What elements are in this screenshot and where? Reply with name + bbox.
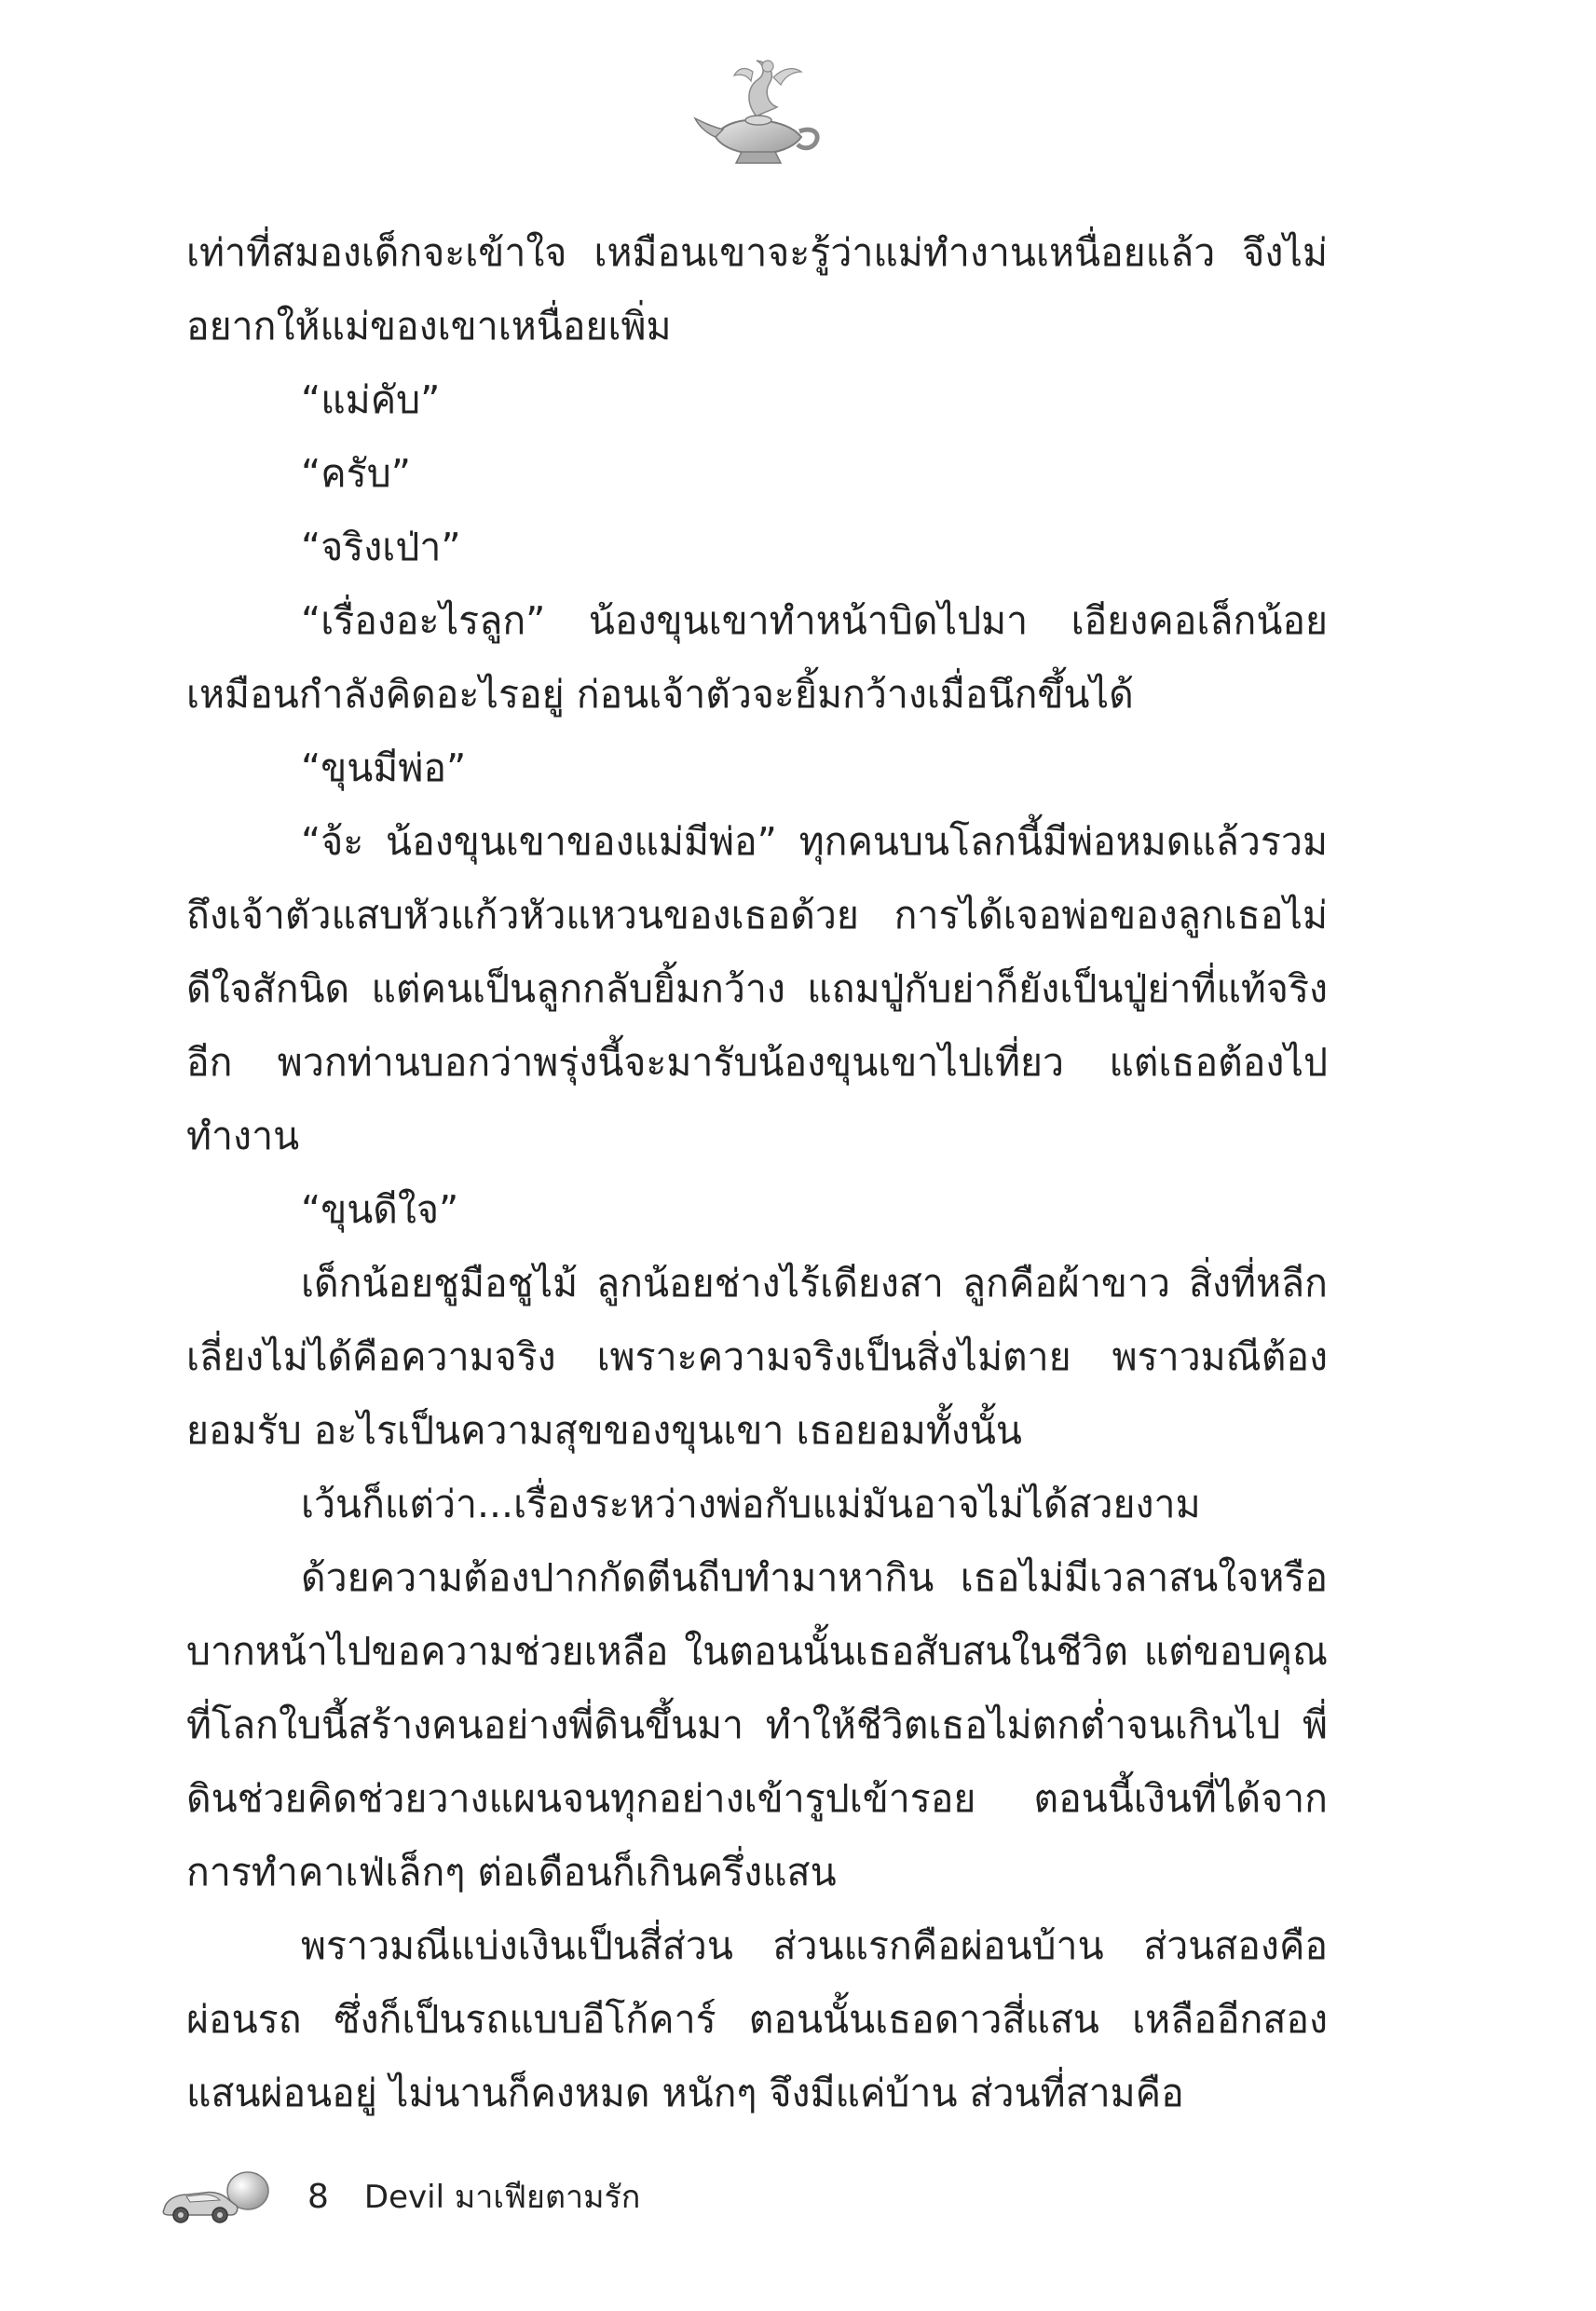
book-title: Devil มาเฟียตามรัก bbox=[363, 2179, 641, 2216]
paragraph: ด้วยความต้องปากกัดตีนถีบทำมาหากิน เธอไม่มีเวลาสนใจหรือบากหน้าไปขอความช่วยเหลือ ในตอนนั้นเธอสับสนในชีวิต แต่ขอบคุณที่โลกใบนี้สร้างคนอย่างพี่ดินขึ้นมา ทำให้ชีวิตเธอไม่ตกต่ำจนเกินไป พี่ดินช่วยคิดช่วยวางแผนจนทุกอย่างเข้ารูปเข้ารอย ตอนนี้เงินที่ได้จากการทำคาเฟ่เล็กๆ ต่อเดือนก็เกินครึ่งแสน bbox=[186, 1555, 1328, 1894]
paragraph: “ขุนดีใจ” bbox=[301, 1187, 459, 1232]
paragraph: “จริงเป่า” bbox=[301, 525, 461, 569]
paragraph: “ขุนมีพ่อ” bbox=[301, 745, 467, 790]
paragraph: เท่าที่สมองเด็กจะเข้าใจ เหมือนเขาจะรู้ว่าแม่ทำงานเหนื่อยแล้ว จึงไม่อยากให้แม่ของเขาเหนื่อยเพิ่ม bbox=[186, 230, 1328, 349]
paragraph: “ครับ” bbox=[301, 451, 411, 496]
genie-lamp-icon bbox=[689, 51, 829, 172]
body-text bbox=[186, 216, 1328, 2130]
paragraph: “จ้ะ น้องขุนเขาของแม่มีพ่อ” ทุกคนบนโลกนี้มีพ่อหมดแล้วรวมถึงเจ้าตัวแสบหัวแก้วหัวแหวนของเธอด้วย การได้เจอพ่อของลูกเธอไม่ดีใจสักนิด แต่คนเป็นลูกกลับยิ้มกว้าง แถมปู่กับย่าก็ยังเป็นปู่ย่าที่แท้จริงอีก พวกท่านบอกว่าพรุ่งนี้จะมารับน้องขุนเขาไปเที่ยว แต่เธอต้องไปทำงาน bbox=[186, 819, 1328, 1158]
paragraph: เว้นก็แต่ว่า...เรื่องระหว่างพ่อกับแม่มันอาจไม่ได้สวยงาม bbox=[301, 1482, 1201, 1526]
paragraph: เด็กน้อยชูมือชูไม้ ลูกน้อยช่างไร้เดียงสา ลูกคือผ้าขาว สิ่งที่หลีกเลี่ยงไม่ได้คือความจริง เพราะความจริงเป็นสิ่งไม่ตาย พราวมณีต้องยอมรับ อะไรเป็นความสุขของขุนเขา เธอยอมทั้งนั้น bbox=[186, 1261, 1328, 1453]
paragraph: “แม่คับ” bbox=[301, 377, 441, 422]
car-balloon-icon bbox=[158, 2168, 275, 2224]
page-number: 8 bbox=[307, 2177, 329, 2216]
paragraph: “เรื่องอะไรลูก” น้องขุนเขาทำหน้าบิดไปมา เอียงคอเล็กน้อยเหมือนกำลังคิดอะไรอยู่ ก่อนเจ้าตัวจะยิ้มกว้างเมื่อนึกขึ้นได้ bbox=[186, 598, 1328, 717]
page-footer bbox=[158, 2164, 640, 2229]
paragraph: พราวมณีแบ่งเงินเป็นสี่ส่วน ส่วนแรกคือผ่อนบ้าน ส่วนสองคือผ่อนรถ ซึ่งก็เป็นรถแบบอีโก้คาร์ ตอนนั้นเธอดาวสี่แสน เหลืออีกสองแสนผ่อนอยู่ ไม่นานก็คงหมด หนักๆ จึงมีแค่บ้าน ส่วนที่สามคือ bbox=[186, 1923, 1328, 2115]
